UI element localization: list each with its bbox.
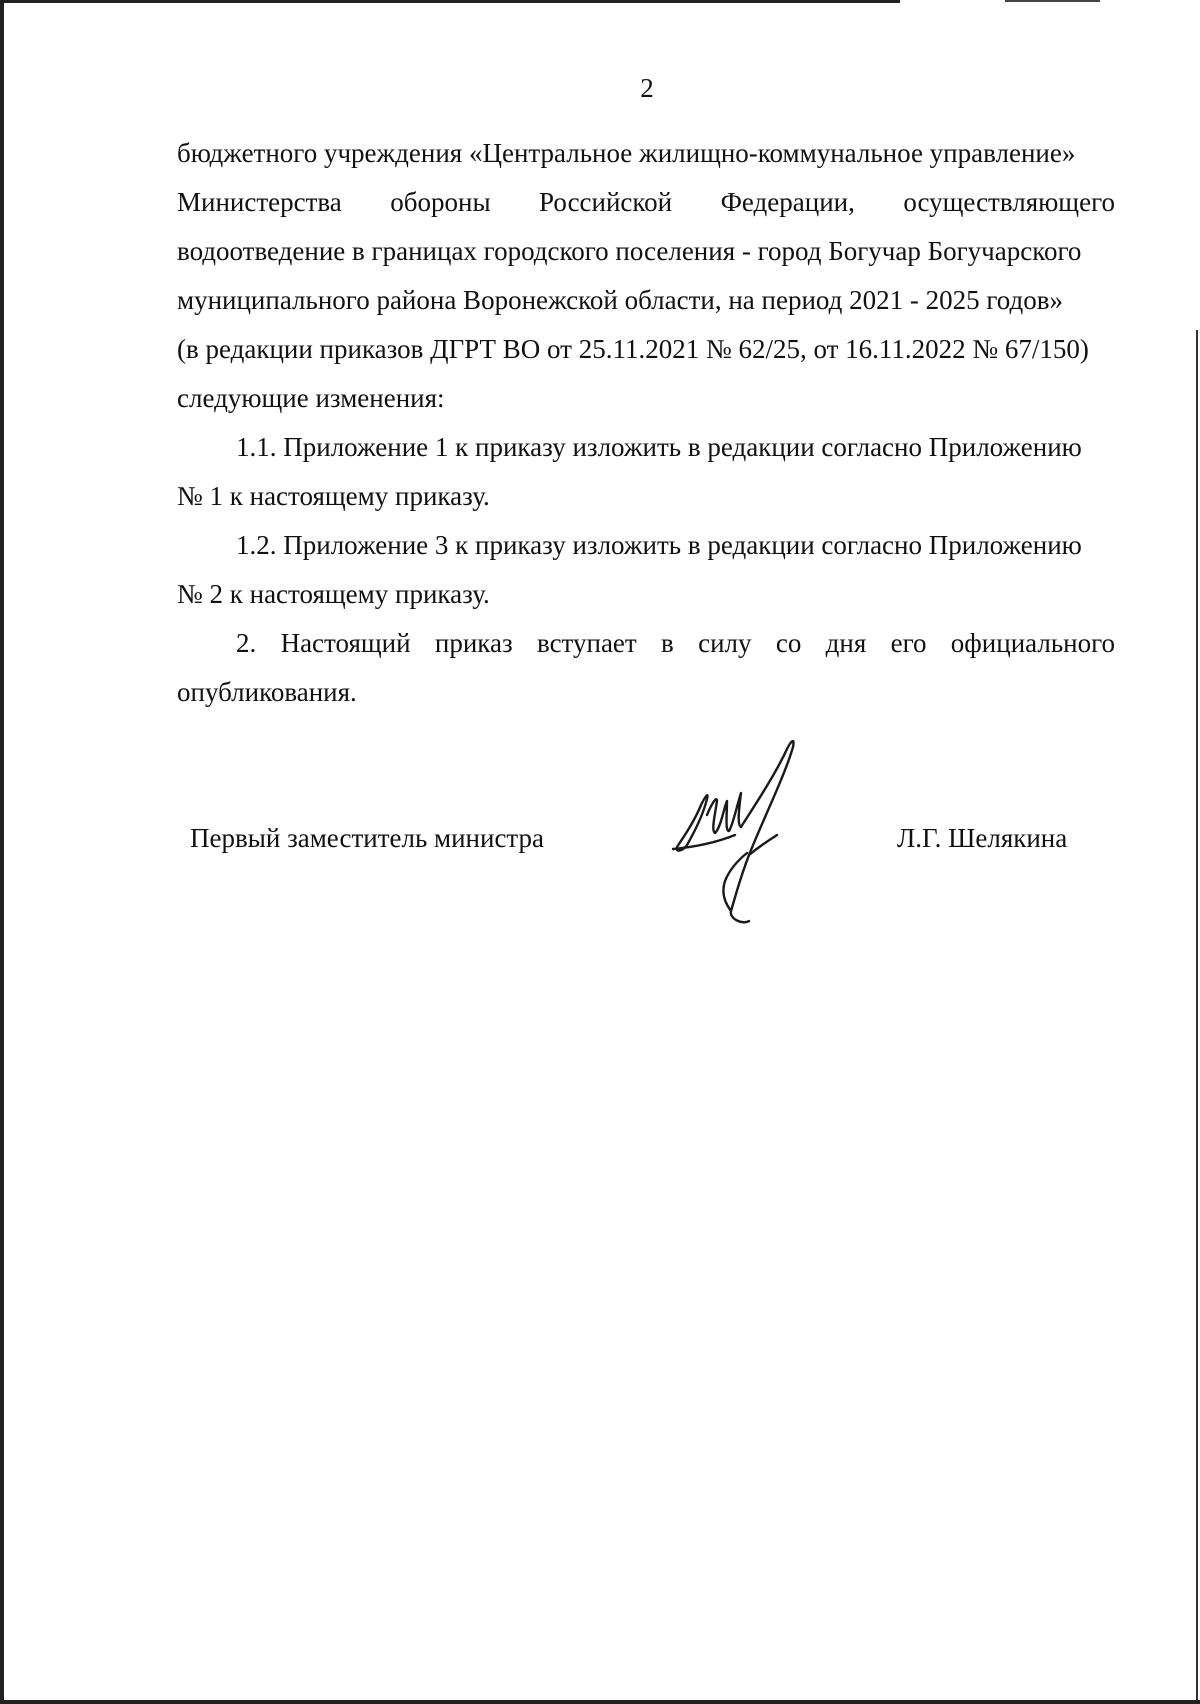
page-number: 2	[640, 73, 654, 103]
body-line-1: бюджетного учреждения «Центральное жилищно-коммунальное управление»	[177, 138, 1076, 168]
item-2-line-1: 2. Настоящий приказ вступает в силу со дня его официального	[236, 628, 1115, 658]
scan-edge-top-right	[1005, 0, 1100, 2]
item-2-line-2: опубликования.	[177, 677, 357, 707]
scan-edge-right	[1196, 330, 1198, 1700]
item-1-2-line-1: 1.2. Приложение 3 к приказу изложить в редакции согласно Приложению	[236, 530, 1082, 560]
body-line-2: Министерства обороны Российской Федерации, осуществляющего	[177, 187, 1115, 217]
item-1-2-line-2: № 2 к настоящему приказу.	[177, 579, 490, 609]
body-line-4: муниципального района Воронежской области, на период 2021 - 2025 годов»	[177, 285, 1063, 315]
item-1-1-line-1: 1.1. Приложение 1 к приказу изложить в редакции согласно Приложению	[236, 432, 1082, 462]
body-line-3: водоотведение в границах городского поселения - город Богучар Богучарского	[177, 236, 1082, 266]
item-1-1-line-2: № 1 к настоящему приказу.	[177, 481, 490, 511]
signer-position: Первый заместитель министра	[190, 823, 545, 853]
body-line-6: следующие изменения:	[177, 383, 445, 413]
scan-edge-bottom	[0, 1700, 1200, 1704]
signer-name: Л.Г. Шелякина	[897, 823, 1068, 853]
handwritten-signature	[665, 735, 835, 935]
body-line-5: (в редакции приказов ДГРТ ВО от 25.11.2021 № 62/25, от 16.11.2022 № 67/150)	[177, 334, 1089, 364]
scan-edge-top	[0, 0, 900, 3]
scan-edge-left	[0, 0, 4, 1704]
